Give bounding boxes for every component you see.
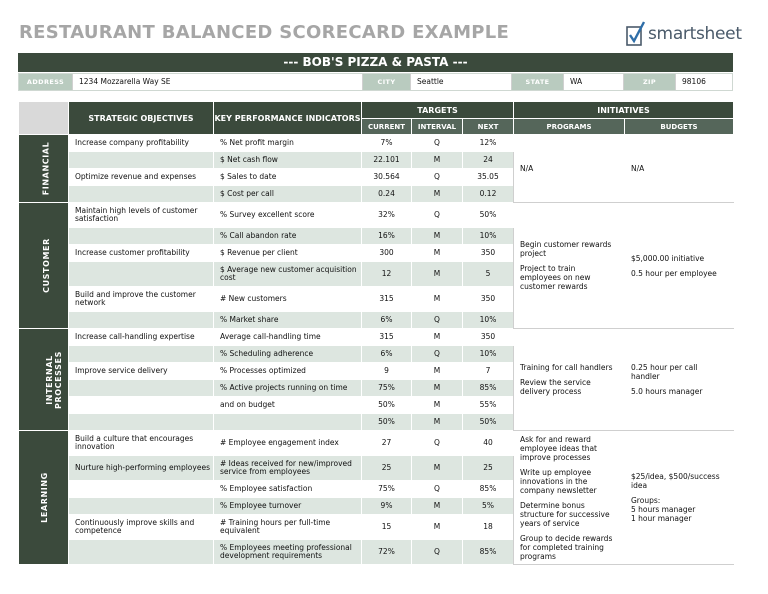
- budget-item: $25/idea, $500/success idea: [631, 472, 720, 490]
- state-label: STATE: [512, 74, 564, 90]
- program-item: Write up employee innovations in the company newsletter: [520, 467, 597, 495]
- current-cell[interactable]: 12: [362, 262, 412, 287]
- next-cell[interactable]: 350: [463, 245, 514, 262]
- objective-cell[interactable]: Improve service delivery: [69, 363, 214, 380]
- programs-cell[interactable]: [514, 329, 625, 431]
- restaurant-banner: --- BOB'S PIZZA & PASTA ---: [18, 53, 733, 72]
- kpi-cell[interactable]: % Net profit margin: [214, 135, 362, 152]
- kpi-cell[interactable]: # New customers: [214, 287, 362, 312]
- table-row: [19, 431, 734, 456]
- kpi-cell[interactable]: # Employee engagement index: [214, 431, 362, 456]
- current-cell[interactable]: 75%: [362, 380, 412, 397]
- interval-cell[interactable]: M: [412, 228, 463, 245]
- interval-header: INTERVAL: [412, 119, 463, 135]
- program-item: Begin customer rewards project: [520, 240, 612, 258]
- budgets-cell[interactable]: [625, 203, 734, 329]
- interval-cell[interactable]: M: [412, 186, 463, 203]
- scorecard-table: [18, 101, 734, 565]
- current-cell[interactable]: 6%: [362, 346, 412, 363]
- kpi-cell[interactable]: # Training hours per full-time equivalent: [214, 515, 362, 540]
- next-cell[interactable]: 55%: [463, 397, 514, 414]
- interval-cell[interactable]: M: [412, 414, 463, 431]
- kpi-header: KEY PERFORMANCE INDICATORS: [214, 102, 362, 135]
- interval-cell[interactable]: M: [412, 363, 463, 380]
- objective-cell[interactable]: [69, 397, 214, 414]
- kpi-cell[interactable]: $ Revenue per client: [214, 245, 362, 262]
- current-cell[interactable]: 27: [362, 431, 412, 456]
- current-header: CURRENT: [362, 119, 412, 135]
- objective-cell[interactable]: [69, 346, 214, 363]
- current-cell[interactable]: 22.101: [362, 152, 412, 169]
- current-cell[interactable]: 50%: [362, 397, 412, 414]
- next-cell[interactable]: 7: [463, 363, 514, 380]
- program-item: Group to decide rewards for completed training programs: [520, 533, 613, 561]
- interval-cell[interactable]: M: [412, 152, 463, 169]
- kpi-cell[interactable]: % Active projects running on time: [214, 380, 362, 397]
- objective-cell[interactable]: Build and improve the customer network: [69, 287, 214, 312]
- budget-item: N/A: [631, 164, 645, 173]
- kpi-cell[interactable]: % Employees meeting professional development requirements: [214, 540, 362, 565]
- table-row: [19, 135, 734, 152]
- next-cell[interactable]: 350: [463, 329, 514, 346]
- next-cell[interactable]: 50%: [463, 203, 514, 228]
- objective-cell[interactable]: [69, 414, 214, 431]
- objective-cell[interactable]: [69, 312, 214, 329]
- targets-header: TARGETS: [362, 102, 514, 119]
- budget-item: 0.5 hour per employee: [631, 268, 717, 278]
- interval-cell[interactable]: M: [412, 329, 463, 346]
- current-cell[interactable]: 16%: [362, 228, 412, 245]
- current-cell[interactable]: 300: [362, 245, 412, 262]
- current-cell[interactable]: 15: [362, 515, 412, 540]
- budget-item: 5.0 hours manager: [631, 387, 703, 396]
- current-cell[interactable]: 30.564: [362, 169, 412, 186]
- interval-cell[interactable]: Q: [412, 431, 463, 456]
- next-cell[interactable]: 5: [463, 262, 514, 287]
- perspective-label: LEARNING: [39, 472, 49, 523]
- kpi-cell[interactable]: Average call-handling time: [214, 329, 362, 346]
- interval-cell[interactable]: Q: [412, 135, 463, 152]
- page-title: RESTAURANT BALANCED SCORECARD EXAMPLE: [19, 22, 510, 43]
- kpi-cell[interactable]: % Employee turnover: [214, 498, 362, 515]
- objective-cell[interactable]: [69, 380, 214, 397]
- next-header: NEXT: [463, 119, 514, 135]
- perspective-learning: [19, 431, 69, 565]
- objective-cell[interactable]: Increase call-handling expertise: [69, 329, 214, 346]
- programs-header: PROGRAMS: [514, 119, 625, 135]
- kpi-cell[interactable]: % Market share: [214, 312, 362, 329]
- program-item: Project to train employees on new customer rewards: [520, 264, 591, 291]
- objective-cell[interactable]: Build a culture that encourages innovation: [69, 431, 214, 456]
- perspective-customer: [19, 203, 69, 329]
- programs-cell[interactable]: [514, 203, 625, 329]
- address-label: ADDRESS: [19, 74, 73, 90]
- objective-cell[interactable]: [69, 498, 214, 515]
- current-cell[interactable]: 315: [362, 329, 412, 346]
- perspective-financial: [19, 135, 69, 203]
- corner-blank: [19, 102, 69, 135]
- objective-cell[interactable]: [69, 262, 214, 287]
- objective-cell[interactable]: [69, 481, 214, 498]
- current-cell[interactable]: 9: [362, 363, 412, 380]
- objectives-header: STRATEGIC OBJECTIVES: [69, 102, 214, 135]
- current-cell[interactable]: 9%: [362, 498, 412, 515]
- state-value[interactable]: WA: [564, 74, 624, 90]
- objective-cell[interactable]: Increase company profitability: [69, 135, 214, 152]
- kpi-cell[interactable]: $ Average new customer acquisition cost: [214, 262, 362, 287]
- objective-cell[interactable]: Continuously improve skills and competence: [69, 515, 214, 540]
- kpi-cell[interactable]: $ Cost per call: [214, 186, 362, 203]
- next-cell[interactable]: 18: [463, 515, 514, 540]
- kpi-cell[interactable]: [214, 414, 362, 431]
- next-cell[interactable]: 24: [463, 152, 514, 169]
- kpi-cell[interactable]: $ Sales to date: [214, 169, 362, 186]
- interval-cell[interactable]: M: [412, 245, 463, 262]
- current-cell[interactable]: 32%: [362, 203, 412, 228]
- kpi-cell[interactable]: % Employee satisfaction: [214, 481, 362, 498]
- current-cell[interactable]: 25: [362, 456, 412, 481]
- budgets-cell[interactable]: [625, 329, 734, 431]
- budget-item: Groups: 5 hours manager 1 hour manager: [631, 496, 696, 523]
- next-cell[interactable]: 25: [463, 456, 514, 481]
- programs-cell[interactable]: [514, 135, 625, 203]
- kpi-cell[interactable]: % Processes optimized: [214, 363, 362, 380]
- interval-cell[interactable]: Q: [412, 312, 463, 329]
- city-value[interactable]: Seattle: [411, 74, 512, 90]
- program-item: N/A: [520, 164, 534, 173]
- interval-cell[interactable]: Q: [412, 169, 463, 186]
- next-cell[interactable]: 12%: [463, 135, 514, 152]
- budgets-header: BUDGETS: [625, 119, 734, 135]
- next-cell[interactable]: 350: [463, 287, 514, 312]
- kpi-cell[interactable]: % Survey excellent score: [214, 203, 362, 228]
- perspective-label: CUSTOMER: [41, 238, 51, 293]
- brand-name: smartsheet: [648, 24, 742, 44]
- initiatives-header: INITIATIVES: [514, 102, 734, 119]
- table-row: [19, 203, 734, 228]
- program-item: Determine bonus structure for successive years of service: [520, 500, 610, 528]
- kpi-cell[interactable]: % Call abandon rate: [214, 228, 362, 245]
- next-cell[interactable]: 0.12: [463, 186, 514, 203]
- zip-value[interactable]: 98106: [676, 74, 732, 90]
- budget-item: 0.25 hour per call handler: [631, 363, 698, 381]
- next-cell[interactable]: 40: [463, 431, 514, 456]
- next-cell[interactable]: 5%: [463, 498, 514, 515]
- kpi-cell[interactable]: % Scheduling adherence: [214, 346, 362, 363]
- interval-cell[interactable]: M: [412, 287, 463, 312]
- objective-cell[interactable]: Nurture high-performing employees: [69, 456, 214, 481]
- interval-cell[interactable]: Q: [412, 346, 463, 363]
- kpi-cell[interactable]: # Ideas received for new/improved service from employees: [214, 456, 362, 481]
- current-cell[interactable]: 75%: [362, 481, 412, 498]
- program-item: Ask for and reward employee ideas that improve processes: [520, 434, 597, 462]
- perspective-label: FINANCIAL: [41, 141, 51, 196]
- programs-cell[interactable]: [514, 431, 625, 565]
- perspective-label: INTERNAL PROCESSES: [45, 350, 63, 409]
- program-item: Review the service delivery process: [520, 378, 591, 396]
- interval-cell[interactable]: M: [412, 380, 463, 397]
- budget-item: $5,000.00 initiative: [631, 253, 705, 263]
- current-cell[interactable]: 0.24: [362, 186, 412, 203]
- interval-cell[interactable]: M: [412, 262, 463, 287]
- zip-label: ZIP: [624, 74, 676, 90]
- interval-cell[interactable]: M: [412, 515, 463, 540]
- objective-cell[interactable]: [69, 152, 214, 169]
- next-cell[interactable]: 10%: [463, 346, 514, 363]
- interval-cell[interactable]: M: [412, 456, 463, 481]
- smartsheet-logo: [626, 20, 742, 48]
- objective-cell[interactable]: [69, 228, 214, 245]
- objective-cell[interactable]: Maintain high levels of customer satisfaction: [69, 203, 214, 228]
- budgets-cell[interactable]: [625, 431, 734, 565]
- objective-cell[interactable]: Optimize revenue and expenses: [69, 169, 214, 186]
- next-cell[interactable]: 35.05: [463, 169, 514, 186]
- interval-cell[interactable]: Q: [412, 203, 463, 228]
- next-cell[interactable]: 10%: [463, 228, 514, 245]
- current-cell[interactable]: 50%: [362, 414, 412, 431]
- interval-cell[interactable]: Q: [412, 540, 463, 565]
- next-cell[interactable]: 10%: [463, 312, 514, 329]
- program-item: Training for call handlers: [520, 363, 613, 372]
- address-bar: [18, 73, 733, 91]
- next-cell[interactable]: 85%: [463, 540, 514, 565]
- interval-cell[interactable]: Q: [412, 481, 463, 498]
- objective-cell[interactable]: [69, 540, 214, 565]
- next-cell[interactable]: 85%: [463, 380, 514, 397]
- budgets-cell[interactable]: [625, 135, 734, 203]
- address-value[interactable]: 1234 Mozzarella Way SE: [73, 74, 363, 90]
- current-cell[interactable]: 6%: [362, 312, 412, 329]
- next-cell[interactable]: 50%: [463, 414, 514, 431]
- current-cell[interactable]: 7%: [362, 135, 412, 152]
- current-cell[interactable]: 315: [362, 287, 412, 312]
- objective-cell[interactable]: [69, 186, 214, 203]
- kpi-cell[interactable]: and on budget: [214, 397, 362, 414]
- next-cell[interactable]: 85%: [463, 481, 514, 498]
- objective-cell[interactable]: Increase customer profitability: [69, 245, 214, 262]
- perspective-internal-processes: [19, 329, 69, 431]
- city-label: CITY: [363, 74, 411, 90]
- current-cell[interactable]: 72%: [362, 540, 412, 565]
- interval-cell[interactable]: M: [412, 397, 463, 414]
- kpi-cell[interactable]: $ Net cash flow: [214, 152, 362, 169]
- table-row: [19, 329, 734, 346]
- interval-cell[interactable]: M: [412, 498, 463, 515]
- checkmark-logo-icon: [626, 21, 646, 47]
